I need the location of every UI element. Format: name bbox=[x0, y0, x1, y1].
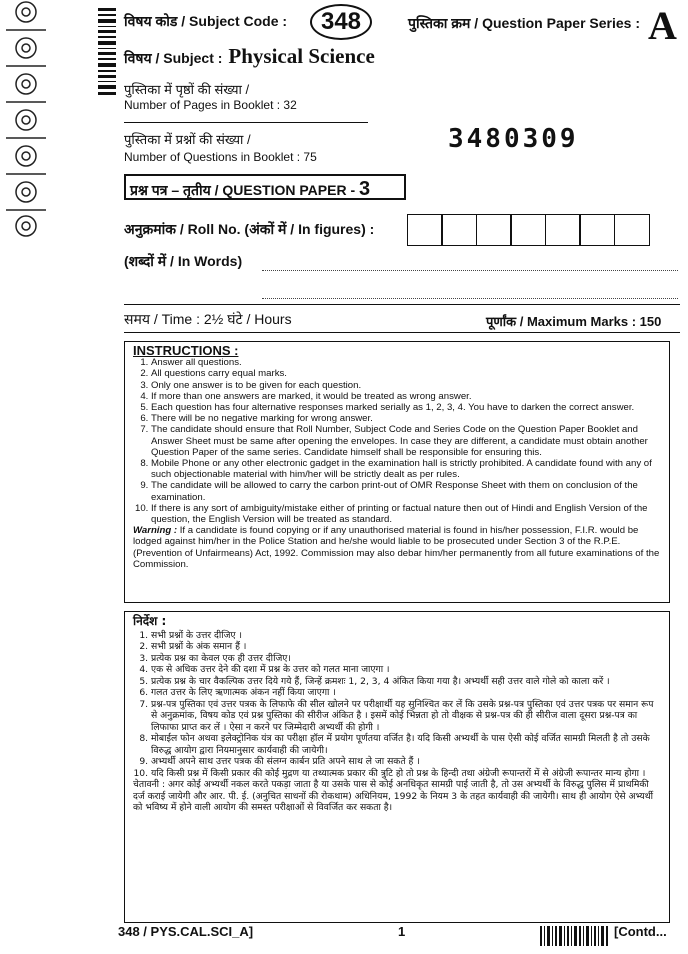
pages-label-en: Number of Pages in Booklet : 32 bbox=[124, 98, 297, 112]
hindi-item: 10. यदि किसी प्रश्न में किसी प्रकार की कोई मुद्रण या तथ्यात्मक प्रकार की त्रुटि हो तो प्रश्न के हिन्दी तथा अंग्रेजी रूपान्तरों में से अंग्रेजी रूपान्तर मान्य होगा । bbox=[151, 768, 661, 780]
roll-box[interactable] bbox=[407, 214, 443, 246]
subject-code: 348 bbox=[310, 4, 372, 40]
subject-code-label: विषय कोड / Subject Code : bbox=[124, 13, 288, 29]
hindi-item: 2. सभी प्रश्नों के अंक समान हैं । bbox=[151, 641, 661, 653]
hindi-item: 7. प्रश्न-पत्र पुस्तिका एवं उत्तर पत्रक के लिफाफे की सील खोलने पर परीक्षार्थी यह सुनिश्चित कर लें कि उसके प्रश्न-पत्र पुस्तिका एवं उत्तर पत्रक पर समान रूप से अनुक्रमांक, विषय कोड एवं प्रश्न पुस्तिका की सीरीज अंकित है । इसमें कोई भिन्नता हो तो वीक्षक से प्रश्न-पत्र की ही सीरीज वाला दूसरा प्रश्न-पत्र का लिफाफा प्राप्त कर लें । ऐसा न करने पर जिम्मेदारी अभ्यर्थी की होगी । bbox=[151, 699, 661, 734]
instruction-item: 8. Mobile Phone or any other electronic gadget in the examination hall is strictly prohibited. A candidate found with any of such objectionable material with him/her will be strictly dealt as per rules. bbox=[151, 458, 661, 480]
instruction-item: 2. All questions carry equal marks. bbox=[151, 368, 661, 379]
roll-box[interactable] bbox=[476, 214, 512, 246]
pages-label-hi: पुस्तिका में पृष्ठों की संख्या / bbox=[124, 82, 250, 97]
instruction-item: 9. The candidate will be allowed to carry the carbon print-out of OMR Response Sheet with them on conclusion of the examination. bbox=[151, 480, 661, 502]
questions-label-hi: पुस्तिका में प्रश्नों की संख्या / bbox=[124, 132, 251, 147]
time-label: समय / Time : 2½ घंटे / Hours bbox=[124, 311, 292, 327]
instruction-item: 4. If more than one answers are marked, it would be treated as wrong answer. bbox=[151, 391, 661, 402]
questions-label-en: Number of Questions in Booklet : 75 bbox=[124, 150, 317, 164]
words-line[interactable] bbox=[262, 270, 678, 271]
roll-box[interactable] bbox=[614, 214, 650, 246]
paper-label: प्रश्न पत्र – तृतीय / QUESTION PAPER - bbox=[130, 182, 356, 198]
hindi-item: 8. मोबाईल फोन अथवा इलेक्ट्रोनिक यंत्र का परीक्षा हॉल में प्रयोग पूर्णतया वर्जित है। यदि किसी अभ्यर्थी के पास ऐसी कोई वर्जित सामग्री मिलती है तो उसके विरुद्ध आयोग द्वारा नियमानुसार कार्यवाही की जायेगी। bbox=[151, 733, 661, 756]
hindi-item: 4. एक से अधिक उत्तर देने की दशा में प्रश्न के उत्तर को गलत माना जाएगा । bbox=[151, 664, 661, 676]
series-letter: A bbox=[648, 3, 677, 48]
roll-box[interactable] bbox=[441, 214, 477, 246]
hindi-item: 6. गलत उत्तर के लिए ऋणात्मक अंकन नहीं किया जाएगा । bbox=[151, 687, 661, 699]
instruction-item: 5. Each question has four alternative responses marked serially as 1, 2, 3, 4. You have to darken the correct answer. bbox=[151, 402, 661, 413]
hindi-item: 5. प्रत्येक प्रश्न के चार वैकल्पिक उत्तर दिये गये हैं, जिन्हें क्रमशः 1, 2, 3, 4 अंकित किया गया है। अभ्यर्थी सही उत्तर वाले गोले को काला करें । bbox=[151, 676, 661, 688]
marks-label: पूर्णांक / Maximum Marks : 150 bbox=[486, 314, 662, 329]
warning-text: If a candidate is found copying or if any unauthorised material is found in his/her possession, F.I.R. would be lodged against him/her in the Police Station and he/she would liable to be prosecuted under Section 3 of the R.P.E. (Prevention of Unfairmeans) Act, 1992. Commission may also debar him/her permanently from all future examinations of the Commission. bbox=[133, 525, 660, 570]
english-instructions bbox=[124, 341, 670, 603]
instruction-item: 3. Only one answer is to be given for each question. bbox=[151, 380, 661, 391]
divider bbox=[124, 332, 680, 333]
contd-label: [Contd... bbox=[614, 924, 667, 939]
instruction-item: 1. Answer all questions. bbox=[151, 357, 661, 368]
instruction-item: 10. If there is any sort of ambiguity/mistake either of printing or factual nature then out of Hindi and English Version of the question, the English Version will be treated as standard. bbox=[151, 503, 661, 525]
hindi-instructions bbox=[124, 611, 670, 923]
roll-label: अनुक्रमांक / Roll No. (अंकों में / In figures) : bbox=[124, 221, 375, 237]
footer-code: 348 / PYS.CAL.SCI_A] bbox=[118, 924, 254, 939]
words-line-2[interactable] bbox=[262, 298, 678, 299]
hindi-title: निर्देश : bbox=[133, 614, 167, 628]
warning bbox=[133, 525, 661, 570]
divider bbox=[124, 304, 680, 305]
warning-label: Warning : bbox=[133, 525, 178, 537]
page-number: 1 bbox=[398, 924, 406, 939]
subject-row bbox=[124, 44, 375, 69]
barcode-side bbox=[98, 8, 116, 96]
roll-box[interactable] bbox=[510, 214, 546, 246]
series-label: पुस्तिका क्रम / Question Paper Series : bbox=[408, 15, 641, 31]
hindi-warning: चेतावनी : अगर कोई अभ्यर्थी नकल करते पकड़ा जाता है या उसके पास से कोई अनधिकृत सामग्री पाई जाती है, तो उस अभ्यर्थी के विरुद्ध पुलिस में प्राथमिकी दर्ज कराई जायेगी और आर. पी. ई. (अनुचित साधनों की रोकथाम) अधिनियम, 1992 के नियम 3 के तहत कार्यवाही की जायेगी। साथ ही आयोग ऐसे अभ्यर्थी को भविष्य में होने वाली आयोग की समस्त परीक्षाओं से विवर्जित कर सकता है। bbox=[133, 779, 653, 813]
hindi-item: 3. प्रत्येक प्रश्न का केवल एक ही उत्तर दीजिए। bbox=[151, 653, 661, 665]
ornament-border bbox=[0, 0, 52, 240]
question-paper-box bbox=[124, 174, 406, 200]
words-label: (शब्दों में / In Words) bbox=[124, 253, 243, 269]
subject-label: विषय / Subject : bbox=[124, 50, 223, 66]
instruction-item: 7. The candidate should ensure that Roll Number, Subject Code and Series Code on the Question Paper Booklet and Answer Sheet must be same after opening the envelopes. In case they are different, a candidate must obtain another Question Paper of the same series. Candidate himself shall be responsible for ensuring this. bbox=[151, 424, 661, 458]
instructions-title: INSTRUCTIONS : bbox=[133, 343, 239, 358]
hindi-item: 1. सभी प्रश्नों के उत्तर दीजिए । bbox=[151, 630, 661, 642]
paper-number: 3 bbox=[359, 178, 371, 200]
hindi-item: 9. अभ्यर्थी अपने साथ उत्तर पत्रक की संलग्न कार्बन प्रति अपने साथ ले जा सकते हैं । bbox=[151, 756, 661, 768]
serial-number: 3480309 bbox=[448, 124, 579, 154]
roll-box[interactable] bbox=[545, 214, 581, 246]
divider bbox=[124, 122, 368, 123]
roll-number-boxes[interactable] bbox=[408, 214, 650, 246]
subject-value: Physical Science bbox=[228, 44, 375, 68]
barcode-footer bbox=[540, 926, 608, 946]
instruction-item: 6. There will be no negative marking for wrong answer. bbox=[151, 413, 661, 424]
roll-box[interactable] bbox=[579, 214, 615, 246]
